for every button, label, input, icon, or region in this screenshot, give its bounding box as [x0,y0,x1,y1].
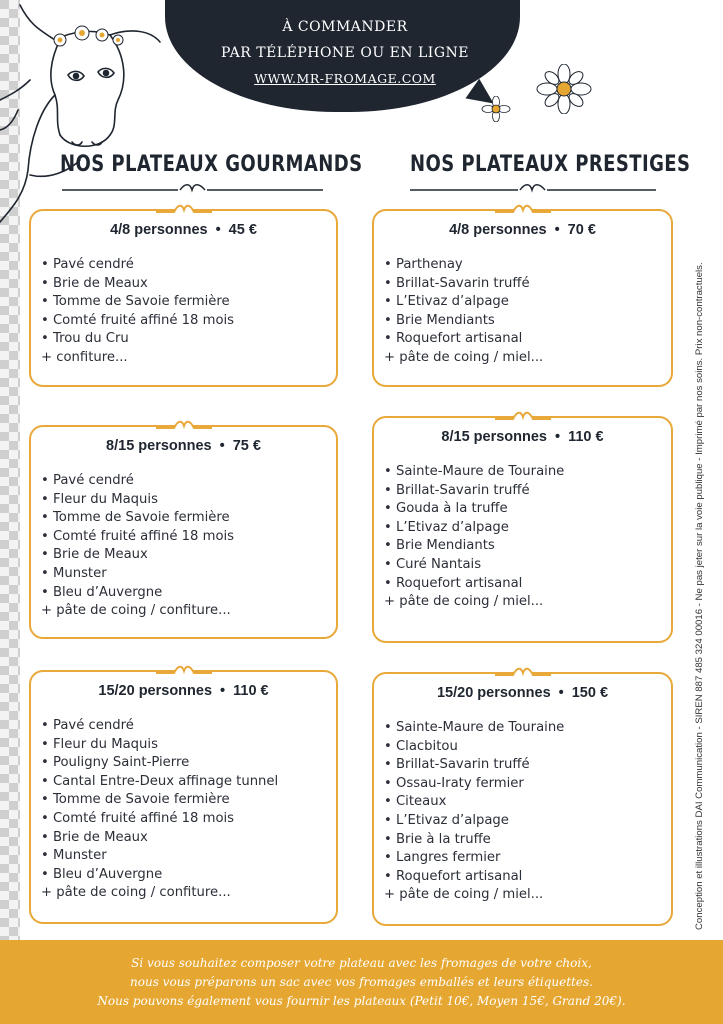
plateau-card-prestige-small[interactable] [372,209,673,387]
footer-text [0,954,723,1011]
list-item: + pâte de coing / confiture... [41,885,231,901]
card-header: 4/8 personnes • 70 € [449,222,596,238]
list-item: • Brie à la truffe [384,831,491,847]
card-header: 4/8 personnes • 45 € [110,222,257,238]
card-header: 8/15 personnes • 75 € [106,438,261,454]
footer-line-1: Si vous souhaitez composer votre plateau avec les fromages de votre choix, [131,956,592,970]
list-item: • Brie de Meaux [41,275,148,291]
list-item: • Gouda à la truffe [384,501,508,517]
card-people: 8/15 personnes [441,429,547,445]
card-price: 75 € [232,438,261,454]
list-item: + pâte de coing / confiture... [41,603,231,619]
plateau-card-prestige-medium[interactable] [372,416,673,643]
list-item: • Brillat-Savarin truffé [384,757,530,773]
card-ribbon-ornament [495,202,551,214]
list-item: • Cantal Entre-Deux affinage tunnel [41,773,279,789]
card-people: 15/20 personnes [98,683,213,699]
list-item: • Pavé cendré [41,473,134,488]
prestiges-title: NOS PLATEAUX PRESTIGES [410,152,691,177]
title-underline-ornament [408,182,658,196]
list-item: • Tomme de Savoie fermière [41,294,230,310]
list-item: + pâte de coing / miel... [384,887,544,903]
list-item: • Pavé cendré [41,257,134,272]
list-item: • Citeaux [384,794,447,810]
card-ribbon-ornament [495,409,551,421]
list-item: • Brie Mendiants [384,538,495,554]
plateau-card-gourmand-large[interactable] [29,670,338,924]
list-item: • Tomme de Savoie fermière [41,510,230,526]
list-item: • Munster [41,565,107,581]
list-item: + pâte de coing / miel... [384,594,544,610]
plateau-card-gourmand-medium[interactable] [29,425,338,639]
list-item: + confiture... [41,349,128,365]
list-item: • Roquefort artisanal [384,575,523,591]
list-item: • Bleu d’Auvergne [41,584,163,600]
order-info [165,14,525,92]
cheese-list [384,463,671,612]
list-item: • Comté fruité affiné 18 mois [41,528,235,544]
list-item: • Fleur du Maquis [41,491,158,507]
list-item: • L’Etivaz d’alpage [384,294,509,310]
card-people: 4/8 personnes [110,222,208,238]
list-item: • Clacbitou [384,738,458,754]
card-ribbon-ornament [495,665,551,677]
list-item: • L’Etivaz d’alpage [384,812,509,828]
list-item: • Curé Nantais [384,556,482,572]
list-item: • Brie de Meaux [41,829,148,845]
cheese-list [41,472,336,621]
list-item: • Pavé cendré [41,718,134,733]
cheese-list [384,719,671,905]
order-line-1: À COMMANDER [282,19,408,35]
card-ribbon-ornament [156,663,212,675]
list-item: • Parthenay [384,257,463,272]
footer-line-3: Nous pouvons également vous fournir les plateaux (Petit 10€, Moyen 15€, Grand 20€). [97,994,626,1008]
list-item: • Tomme de Savoie fermière [41,792,230,808]
title-underline-ornament [60,182,325,196]
list-item: • Fleur du Maquis [41,736,158,752]
card-header: 8/15 personnes • 110 € [441,429,604,445]
list-item: • Sainte-Maure de Touraine [384,720,565,735]
card-header: 15/20 personnes • 150 € [436,685,609,701]
card-price: 150 € [571,685,609,701]
card-price: 70 € [567,222,596,238]
cheese-list [384,256,671,368]
daisy-icon [535,64,593,114]
list-item: • Sainte-Maure de Touraine [384,464,565,479]
list-item: • Comté fruité affiné 18 mois [41,312,235,328]
website-link[interactable]: WWW.MR-FROMAGE.COM [254,71,436,86]
card-header: 15/20 personnes • 110 € [98,683,269,699]
footer-line-2: nous vous préparons un sac avec vos fromages emballés et leurs étiquettes. [130,975,593,989]
card-ribbon-ornament [156,202,212,214]
list-item: • Munster [41,848,107,864]
list-item: • Brillat-Savarin truffé [384,482,530,498]
card-people: 8/15 personnes [106,438,212,454]
gourmands-title: NOS PLATEAUX GOURMANDS [60,152,363,177]
small-daisy-icon [481,96,511,122]
list-item: • Roquefort artisanal [384,331,523,347]
cheese-list [41,717,336,903]
card-price: 110 € [568,429,604,445]
plateau-card-prestige-large[interactable] [372,672,673,926]
card-price: 110 € [233,683,269,699]
list-item: • Bleu d’Auvergne [41,866,163,882]
list-item: • Roquefort artisanal [384,868,523,884]
card-ribbon-ornament [156,418,212,430]
list-item: • Trou du Cru [41,331,129,347]
card-people: 15/20 personnes [436,685,551,701]
order-line-2: PAR TÉLÉPHONE OU EN LIGNE [221,45,469,61]
cheese-list [41,256,336,368]
list-item: • Ossau-Iraty fermier [384,775,524,791]
list-item: • Brie Mendiants [384,312,495,328]
list-item: • Brillat-Savarin truffé [384,275,530,291]
list-item: • Langres fermier [384,850,501,866]
card-people: 4/8 personnes [449,222,547,238]
legal-side-note: Conception et illustrations DAI Communication - SIREN 887 485 324 00016 - Ne pas jeter sur la voie publique - Imprimé par nos soins. Prix non-contractuels. [694,262,705,930]
list-item: • Pouligny Saint-Pierre [41,755,190,771]
plateau-card-gourmand-small[interactable] [29,209,338,387]
list-item: • L’Etivaz d’alpage [384,519,509,535]
list-item: • Comté fruité affiné 18 mois [41,810,235,826]
list-item: • Brie de Meaux [41,547,148,563]
card-price: 45 € [228,222,257,238]
list-item: + pâte de coing / miel... [384,349,544,365]
